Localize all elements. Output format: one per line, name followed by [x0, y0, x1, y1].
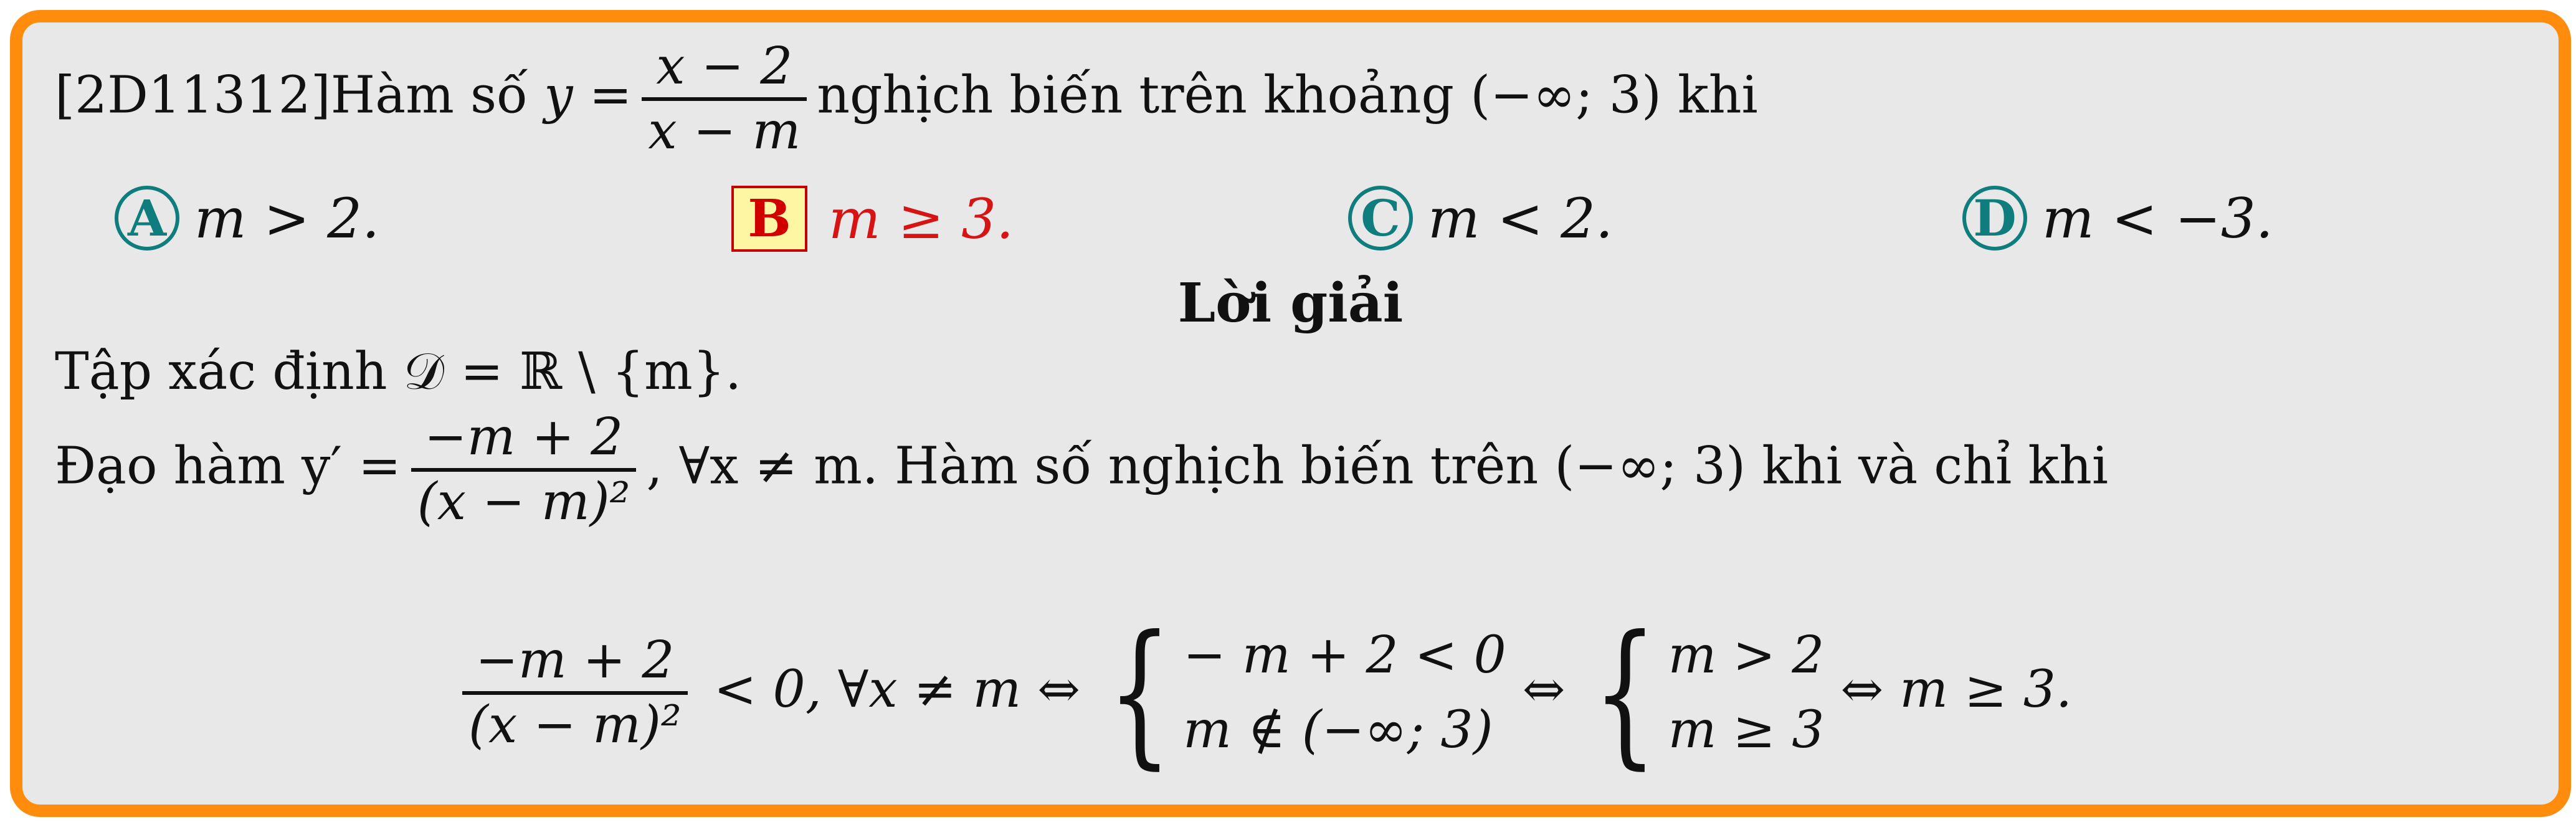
first-case-membership: m ∉ (−∞; 3)	[1183, 700, 1493, 760]
option-a-label: A	[115, 186, 179, 251]
second-case-ge: m ≥ 3	[1668, 700, 1825, 760]
final-result: ⇔ m ≥ 3.	[1840, 659, 2073, 719]
condition-denominator: (x − m)²	[468, 695, 682, 755]
second-cases	[1668, 626, 1825, 760]
condition-fraction	[462, 631, 688, 755]
option-d-text: m < −3.	[2042, 186, 2273, 251]
question-prefix: [2D11312]Hàm số	[55, 65, 544, 125]
option-c-text: m < 2.	[1428, 186, 1614, 251]
option-b-label: B	[731, 186, 807, 252]
option-b-text: m ≥ 3.	[829, 186, 1014, 251]
derivative-fraction-bar	[411, 468, 637, 472]
fraction-denominator: x − m	[648, 102, 801, 161]
option-d[interactable]	[1962, 186, 2273, 251]
equivalence-symbol: ⇔	[1522, 659, 1566, 719]
question-suffix: nghịch biến trên khoảng (−∞; 3) khi	[817, 65, 1758, 125]
derivative-suffix: , ∀x ≠ m. Hàm số nghịch biến trên (−∞; 3) khi và chỉ khi	[646, 436, 2109, 496]
option-b[interactable]	[731, 186, 1014, 252]
fraction-numerator: x − 2	[656, 37, 793, 96]
condition-fraction-bar	[462, 691, 688, 695]
derivative-prefix: Đạo hàm y′ =	[55, 436, 401, 496]
first-case-inequality: − m + 2 < 0	[1183, 626, 1506, 686]
option-a-text: m > 2.	[194, 186, 380, 251]
derivative-numerator: −m + 2	[424, 408, 624, 467]
question-card	[10, 10, 2571, 817]
fraction-bar	[642, 97, 807, 101]
first-case-system	[1096, 602, 1506, 783]
solution-derivative-line	[55, 408, 2109, 532]
solution-domain-line: Tập xác định 𝒟 = ℝ \ {m}.	[55, 342, 742, 401]
option-c-label: C	[1348, 186, 1413, 251]
solution-title: Lời giải	[1177, 272, 1404, 335]
second-case-greater: m > 2	[1668, 626, 1825, 686]
first-cases	[1183, 626, 1506, 760]
function-fraction	[642, 37, 807, 161]
condition-relation: < 0, ∀x ≠ m ⇔	[713, 659, 1080, 719]
derivative-denominator: (x − m)²	[417, 472, 630, 532]
left-brace-1: {	[1107, 602, 1172, 783]
function-lhs: y =	[544, 65, 632, 125]
option-c[interactable]	[1348, 186, 1613, 251]
second-case-system	[1582, 602, 1825, 783]
option-a[interactable]	[115, 186, 379, 251]
solution-condition-line	[452, 602, 2073, 783]
left-brace-2: {	[1592, 602, 1657, 783]
derivative-fraction	[411, 408, 637, 532]
question-line	[55, 37, 1758, 161]
condition-numerator: −m + 2	[475, 631, 675, 691]
option-d-label: D	[1962, 186, 2027, 251]
